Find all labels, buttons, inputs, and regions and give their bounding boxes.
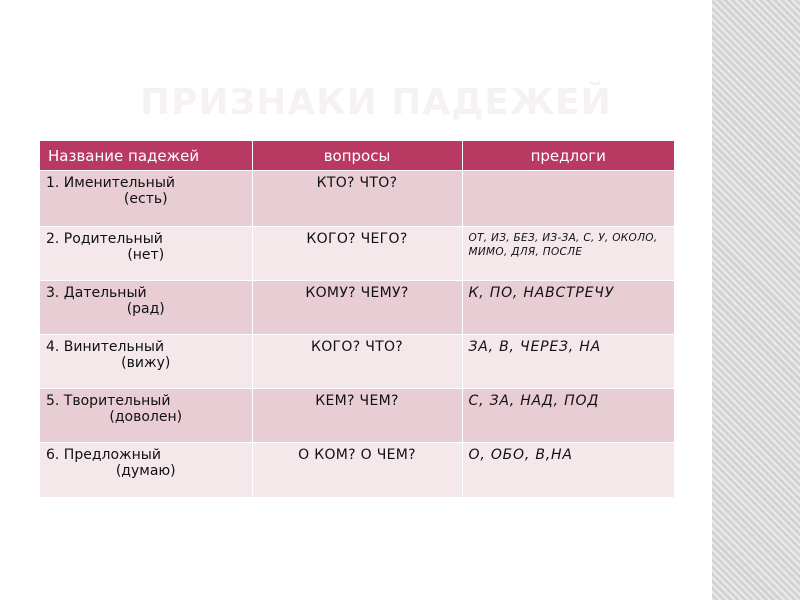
table-row: [40, 227, 674, 281]
case-questions: КОГО? ЧТО?: [311, 339, 403, 355]
decorative-side-stripe: [712, 0, 800, 600]
questions-cell: [252, 389, 462, 443]
questions-cell: [252, 335, 462, 389]
header-prepositions: предлоги: [462, 141, 674, 171]
case-example: (рад): [126, 301, 165, 317]
questions-cell: [252, 171, 462, 227]
case-questions: О КОМ? О ЧЕМ?: [298, 447, 416, 463]
case-name-cell: [40, 227, 252, 281]
case-name-cell: [40, 443, 252, 497]
questions-cell: [252, 443, 462, 497]
case-name-cell: [40, 171, 252, 227]
prepositions-cell: [462, 443, 674, 497]
case-name: 5. Творительный: [46, 393, 171, 409]
prepositions-cell: [462, 227, 674, 281]
case-name: 4. Винительный: [46, 339, 165, 355]
table-row: [40, 281, 674, 335]
prepositions-cell: [462, 281, 674, 335]
case-questions: КОМУ? ЧЕМУ?: [305, 285, 409, 301]
table-row: [40, 335, 674, 389]
case-name-cell: [40, 389, 252, 443]
questions-cell: [252, 281, 462, 335]
table-row: [40, 389, 674, 443]
prepositions-cell: [462, 389, 674, 443]
slide-title: ПРИЗНАКИ ПАДЕЖЕЙ: [140, 82, 612, 123]
case-prepositions: О, ОБО, В,НА: [468, 447, 573, 463]
case-name: 3. Дательный: [46, 285, 147, 301]
case-prepositions: ЗА, В, ЧЕРЕЗ, НА: [468, 339, 601, 355]
questions-cell: [252, 227, 462, 281]
case-prepositions: С, ЗА, НАД, ПОД: [468, 393, 600, 409]
case-questions: КОГО? ЧЕГО?: [306, 231, 408, 247]
table-row: [40, 443, 674, 497]
case-name: 1. Именительный: [46, 175, 175, 191]
case-name-cell: [40, 281, 252, 335]
case-prepositions: К, ПО, НАВСТРЕЧУ: [468, 285, 615, 301]
header-questions: вопросы: [252, 141, 462, 171]
case-example: (вижу): [121, 355, 171, 371]
case-example: (нет): [127, 247, 165, 263]
case-name: 2. Родительный: [46, 231, 163, 247]
case-questions: КЕМ? ЧЕМ?: [315, 393, 399, 409]
case-example: (думаю): [115, 463, 176, 479]
header-case-name: Название падежей: [40, 141, 252, 171]
case-name-cell: [40, 335, 252, 389]
prepositions-cell: [462, 171, 674, 227]
case-example: (доволен): [109, 409, 183, 425]
case-example: (есть): [123, 191, 168, 207]
prepositions-cell: [462, 335, 674, 389]
case-name: 6. Предложный: [46, 447, 161, 463]
cases-table: [40, 141, 674, 497]
table-row: [40, 171, 674, 227]
table-header-row: [40, 141, 674, 171]
case-prepositions: ОТ, ИЗ, БЕЗ, ИЗ-ЗА, С, У, ОКОЛО, МИМО, ДЛЯ, ПОСЛЕ: [468, 232, 658, 258]
case-questions: КТО? ЧТО?: [316, 175, 398, 191]
